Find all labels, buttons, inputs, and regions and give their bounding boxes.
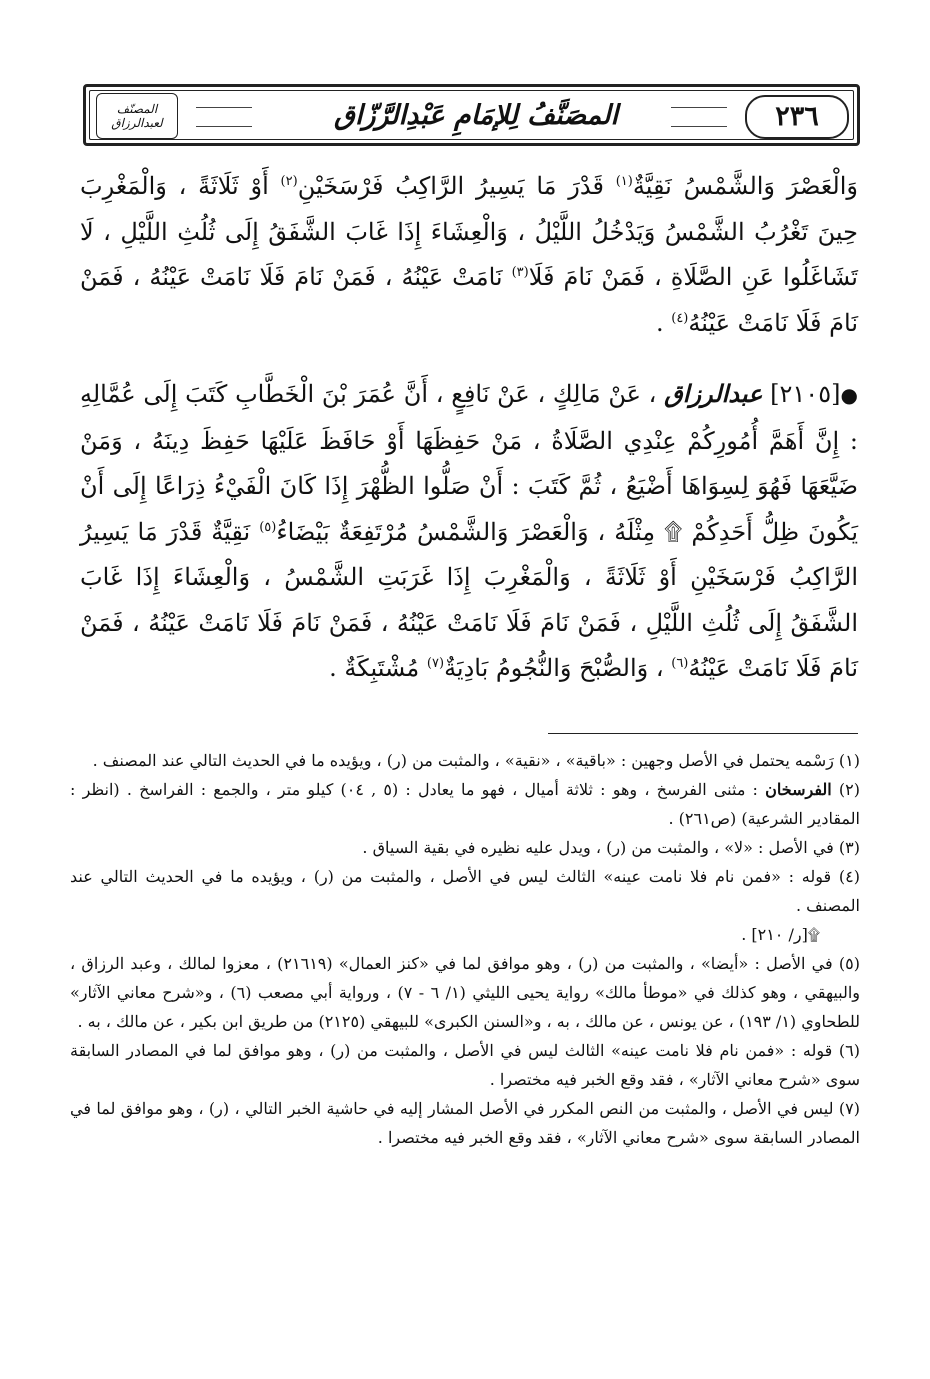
text: مِثْلَهُ ، وَالْعَصْرَ وَالشَّمْسُ مُرْتَفِعَةٌ بَيْضَاءُ xyxy=(276,517,665,546)
footnote-ref-3[interactable]: (٣) xyxy=(511,265,529,280)
footnote-6: (٦) قوله : «فمن نام فلا نامت عينه» الثالث ليس في الأصل ، والمثبت من (ر) ، وهو موافق لما في المصادر السابقة سوى «شرح معاني الآثار» ، فقد وقع الخبر فيه مختصرا . xyxy=(70,1041,860,1089)
footnote-4-reference: ۩[ر/ ٢١٠] . xyxy=(741,925,820,944)
footnote-3: (٣) في الأصل : «لا» ، والمثبت من (ر) ، ويدل عليه نظيره في بقية السياق . xyxy=(362,838,860,857)
text: ، عَنْ مَالِكٍ ، عَنْ نَافِعٍ ، أَنَّ عُمَرَ بْنَ الْخَطَّابِ كَتَبَ إِلَى عُمَّالِهِ : إِنَّ أَهَمَّ أُمُورِكُمْ عِنْدِي الصَّلَاةُ ، مَنْ حَفِظَهَا أَوْ حَافَظَ عَلَيْهَا حَفِظَ دِينَهُ ، وَمَنْ ضَيَّعَهَا فَهُوَ لِسِوَاهَا أَضْيَعُ ، ثُمَّ كَتَبَ : أَنْ صَلُّوا الظُّهْرَ إِذَا كَانَ الْفَيْءُ ذِرَاعًا إِلَى أَنْ يَكُونَ ظِلُّ أَحَدِكُمْ xyxy=(80,380,858,546)
footnotes xyxy=(70,746,860,1152)
ornament-left xyxy=(196,107,252,127)
text: مُشْتَبِكَةٌ . xyxy=(329,654,427,682)
page-number: ٢٣٦ xyxy=(745,95,849,139)
emblem-line2: لعبدالرزاق xyxy=(111,116,163,130)
text: . xyxy=(655,308,672,337)
bullet-icon: ● xyxy=(840,383,858,407)
text: نَقِيَّةٌ قَدْرَ مَا يَسِيرُ الرَّاكِبُ فَرْسَخَيْنِ أَوْ ثَلَاثَةً ، وَالْمَغْرِبَ إِذَا غَرَبَتِ الشَّمْسُ ، وَالْعِشَاءَ إِذَا غَابَ الشَّفَقُ إِلَى ثُلُثِ اللَّيْلِ ، فَمَنْ نَامَ فَلَا نَامَتْ عَيْنُهُ ، فَمَنْ نَامَ فَلَا نَامَتْ عَيْنُهُ ، فَمَنْ نَامَ فَلَا نَامَتْ عَيْنُهُ xyxy=(80,517,858,682)
book-emblem xyxy=(96,93,178,139)
footnote-7: (٧) ليس في الأصل ، والمثبت من النص المكرر في الأصل المشار إليه في حاشية الخبر التالي ، (ر) ، وهو موافق لما في المصادر السابقة سوى «شرح معاني الآثار» ، فقد وقع الخبر فيه مختصرا . xyxy=(70,1099,861,1147)
footnote-5: (٥) في الأصل : «أيضا» ، والمثبت من (ر) ، وهو موافق لما في «كنز العمال» (٢١٦١٩) ، معزوا لمالك ، وعبد الرزاق ، والبيهقي ، وهو كذلك في «موطأ مالك» رواية يحيى الليثي (١/ ٦ - ٧) ، ورواية أبي مصعب (٦) ، و«شرح معاني الآثار» للطحاوي (١/ ١٩٣) ، عن يونس ، عن مالك ، به ، و«السنن الكبرى» للبيهقي (٢١٢٥) من طريق ابن بكير ، عن مالك ، به . xyxy=(70,954,861,1031)
paragraph-continuation xyxy=(80,164,858,346)
footnote-ref-5[interactable]: (٥) xyxy=(259,519,277,535)
footnote-4: (٤) قوله : «فمن نام فلا نامت عينه» الثالث ليس في الأصل ، والمثبت من (ر) ، ويؤيده ما في الحديث التالي عند المصنف . xyxy=(70,867,860,915)
text: نَامَتْ عَيْنُهُ ، فَمَنْ نَامَ فَلَا نَامَتْ عَيْنُهُ ، فَمَنْ نَامَ فَلَا نَامَتْ عَيْنُهُ xyxy=(80,263,858,337)
text: وَالْعَصْرَ وَالشَّمْسُ نَقِيَّةٌ xyxy=(632,172,859,200)
book-title: المصَنَّفُ لِلإمَامِ عَبْدِالرَّزّاق xyxy=(334,100,618,131)
footnote-2 xyxy=(70,775,860,833)
footnote-ref-6[interactable]: (٦) xyxy=(671,656,689,671)
footnote-divider xyxy=(548,733,858,734)
footnote-1: (١) رَسْمه يحتمل في الأصل وجهين : «باقية» ، «نقية» ، والمثبت من (ر) ، ويؤيده ما في الحديث التالي عند المصنف . xyxy=(92,751,860,770)
text: ، وَالصُّبْحَ وَالنُّجُومُ بَادِيَةٌ xyxy=(444,654,672,682)
footnote-ref-4[interactable]: (٤) xyxy=(671,310,689,326)
text: قَدْرَ مَا يَسِيرُ الرَّاكِبُ فَرْسَخَيْنِ xyxy=(297,172,616,200)
text: أَوْ ثَلَاثَةً ، وَالْمَغْرِبَ حِينَ تَغْرُبُ الشَّمْسُ وَيَدْخُلُ اللَّيْلُ ، وَالْعِشَاءَ إِذَا غَابَ الشَّفَقُ إِلَى ثُلُثِ اللَّيْلِ ، لَا تَشَاغَلُوا عَنِ الصَّلَاةِ ، فَمَنْ نَامَ فَلَا xyxy=(80,172,858,291)
text: (٢) xyxy=(831,780,861,799)
text: : مثنى الفرسخ ، وهو : ثلاثة أميال ، فهو ما يعادل : (٥ , ٠٤) كيلو متر ، والجمع : الفراسخ . (انظر : المقادير الشرعية) (ص٢٦١) . xyxy=(70,780,860,828)
author-name: عبدالرزاق xyxy=(664,379,763,408)
hadith-2105 xyxy=(80,371,858,692)
footnote-ref-1[interactable]: (١) xyxy=(615,174,633,189)
emblem-line1: المصنّف xyxy=(116,102,158,116)
footnote-ref-7[interactable]: (٧) xyxy=(426,656,445,671)
ornament-right xyxy=(671,107,727,127)
running-header xyxy=(83,84,860,146)
hadith-number: [٢١٠٥] xyxy=(762,380,841,408)
page-mark-icon: ۩ xyxy=(664,517,683,546)
footnote-ref-2[interactable]: (٢) xyxy=(280,174,298,189)
footnote-term: الفرسخان xyxy=(765,780,832,799)
